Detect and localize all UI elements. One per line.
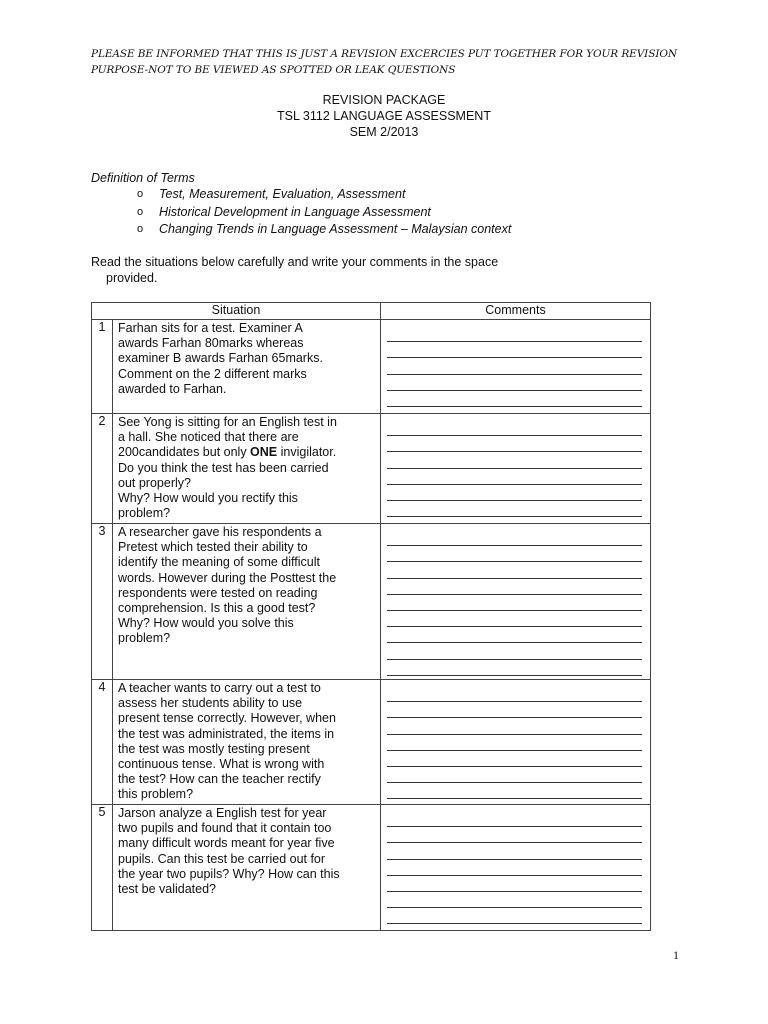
answer-line[interactable] — [387, 391, 642, 407]
definition-item — [91, 186, 511, 204]
answer-line[interactable] — [387, 595, 642, 611]
answer-line[interactable] — [387, 326, 642, 342]
page-number: 1 — [673, 948, 679, 962]
table-row — [92, 680, 651, 805]
situation-line: awards Farhan 80marks whereas — [118, 336, 304, 351]
answer-line[interactable] — [387, 452, 642, 468]
comment-cell[interactable] — [381, 320, 651, 414]
answer-line[interactable] — [387, 660, 642, 676]
situation-line: Why? How would you rectify this — [118, 491, 298, 506]
situation-line: this problem? — [118, 787, 194, 802]
notice-line-2: PURPOSE-NOT TO BE VIEWED AS SPOTTED OR LEAK QUESTIONS — [91, 64, 456, 76]
situation-line: respondents were tested on reading — [118, 585, 318, 600]
course-title: TSL 3112 LANGUAGE ASSESSMENT — [277, 109, 491, 123]
situations-table — [91, 302, 651, 931]
definition-item — [91, 221, 511, 239]
situation-line: many difficult words meant for year five — [118, 836, 335, 851]
row-number: 2 — [92, 414, 113, 524]
definition-item-label: Test, Measurement, Evaluation, Assessment — [159, 187, 406, 201]
row-number: 3 — [92, 524, 113, 680]
answer-line[interactable] — [387, 827, 642, 843]
table-row — [92, 524, 651, 680]
table-header-row — [92, 303, 651, 320]
situation-line: identify the meaning of some difficult — [118, 555, 320, 570]
row-number: 5 — [92, 805, 113, 931]
situation-line: continuous tense. What is wrong with — [118, 757, 325, 772]
situation-line: Why? How would you solve this — [118, 616, 294, 631]
answer-line[interactable] — [387, 358, 642, 374]
answer-line[interactable] — [387, 702, 642, 718]
situation-line: words. However during the Posttest the — [118, 570, 337, 585]
answer-line[interactable] — [387, 718, 642, 734]
situation-cell — [113, 680, 381, 805]
situation-line: awarded to Farhan. — [118, 381, 227, 396]
situation-line: A teacher wants to carry out a test to — [118, 681, 321, 695]
definition-item-label: Historical Development in Language Assessment — [159, 204, 431, 219]
bullet-icon: o — [137, 223, 144, 235]
row-number: 4 — [92, 680, 113, 805]
situation-line: comprehension. Is this a good test? — [118, 601, 316, 616]
semester: SEM 2/2013 — [349, 125, 419, 139]
answer-line[interactable] — [387, 436, 642, 452]
situation-line: the year two pupils? Why? How can this — [118, 866, 340, 881]
situation-line: Jarson analyze a English test for year — [118, 806, 327, 820]
answer-line[interactable] — [387, 735, 642, 751]
instructions — [91, 255, 561, 286]
answer-line[interactable] — [387, 843, 642, 859]
package-title: REVISION PACKAGE — [322, 93, 446, 107]
answer-line[interactable] — [387, 892, 642, 908]
situation-text: 200candidates but only — [118, 445, 251, 460]
answer-line[interactable] — [387, 530, 642, 546]
table-row — [92, 414, 651, 524]
answer-line[interactable] — [387, 342, 642, 358]
situation-line: present tense correctly. However, when — [118, 711, 336, 726]
situation-line: pupils. Can this test be carried out for — [118, 851, 326, 866]
answer-line[interactable] — [387, 501, 642, 517]
comment-cell[interactable] — [381, 680, 651, 805]
answer-line[interactable] — [387, 420, 642, 436]
situation-line: Do you think the test has been carried — [118, 460, 329, 475]
emphasis-text: ONE — [250, 445, 278, 460]
table-row — [92, 805, 651, 931]
answer-line[interactable] — [387, 860, 642, 876]
bullet-icon: o — [137, 188, 144, 200]
answer-line[interactable] — [387, 686, 642, 702]
situation-line: problem? — [118, 631, 171, 646]
situation-line: out properly? — [118, 475, 191, 490]
comment-cell[interactable] — [381, 414, 651, 524]
column-header-situation: Situation — [92, 303, 381, 320]
situation-line: Farhan sits for a test. Examiner A — [118, 321, 303, 335]
situation-line: See Yong is sitting for an English test in — [118, 415, 337, 429]
situation-cell — [113, 414, 381, 524]
comment-cell[interactable] — [381, 524, 651, 680]
situation-cell — [113, 320, 381, 414]
situation-line: a hall. She noticed that there are — [118, 430, 299, 445]
notice-line-1: PLEASE BE INFORMED THAT THIS IS JUST A REVISION EXCERCIES PUT TOGETHER FOR YOUR REVISION — [91, 48, 677, 60]
answer-line[interactable] — [387, 562, 642, 578]
situation-line: problem? — [118, 506, 171, 521]
situation-line: Comment on the 2 different marks — [118, 366, 307, 381]
answer-line[interactable] — [387, 611, 642, 627]
situation-line: the test? How can the teacher rectify — [118, 772, 321, 787]
situation-line: test be validated? — [118, 882, 216, 897]
definition-item — [91, 204, 511, 222]
definitions-section — [91, 170, 511, 239]
table-row — [92, 320, 651, 414]
answer-line[interactable] — [387, 579, 642, 595]
answer-line[interactable] — [387, 783, 642, 799]
situation-line: Pretest which tested their ability to — [118, 540, 308, 555]
definition-item-label: Changing Trends in Language Assessment – Malaysian context — [159, 222, 512, 236]
bullet-icon: o — [137, 205, 144, 218]
answer-line[interactable] — [387, 767, 642, 783]
comment-cell[interactable] — [381, 805, 651, 931]
answer-line[interactable] — [387, 908, 642, 924]
row-number: 1 — [92, 320, 113, 414]
situation-line: the test was administrated, the items in — [118, 726, 335, 741]
answer-line[interactable] — [387, 643, 642, 659]
answer-line[interactable] — [387, 485, 642, 501]
situation-cell — [113, 524, 381, 680]
instructions-line-2: provided. — [106, 270, 158, 285]
situation-text: invigilator. — [277, 445, 337, 460]
situation-line: the test was mostly testing present — [118, 741, 310, 756]
definitions-title: Definition of Terms — [91, 171, 195, 185]
situation-line: assess her students ability to use — [118, 696, 303, 711]
answer-line[interactable] — [387, 876, 642, 892]
instructions-line-1: Read the situations below carefully and write your comments in the space — [91, 255, 499, 269]
situation-line: two pupils and found that it contain too — [118, 821, 332, 836]
answer-line[interactable] — [387, 469, 642, 485]
answer-line[interactable] — [387, 627, 642, 643]
answer-line[interactable] — [387, 811, 642, 827]
situation-line: A researcher gave his respondents a — [118, 525, 322, 539]
situation-cell — [113, 805, 381, 931]
answer-line[interactable] — [387, 546, 642, 562]
answer-line[interactable] — [387, 751, 642, 767]
answer-line[interactable] — [387, 375, 642, 391]
situation-line: examiner B awards Farhan 65marks. — [118, 351, 323, 366]
notice — [91, 46, 691, 78]
situation-line — [118, 445, 376, 460]
column-header-comments: Comments — [381, 303, 651, 320]
